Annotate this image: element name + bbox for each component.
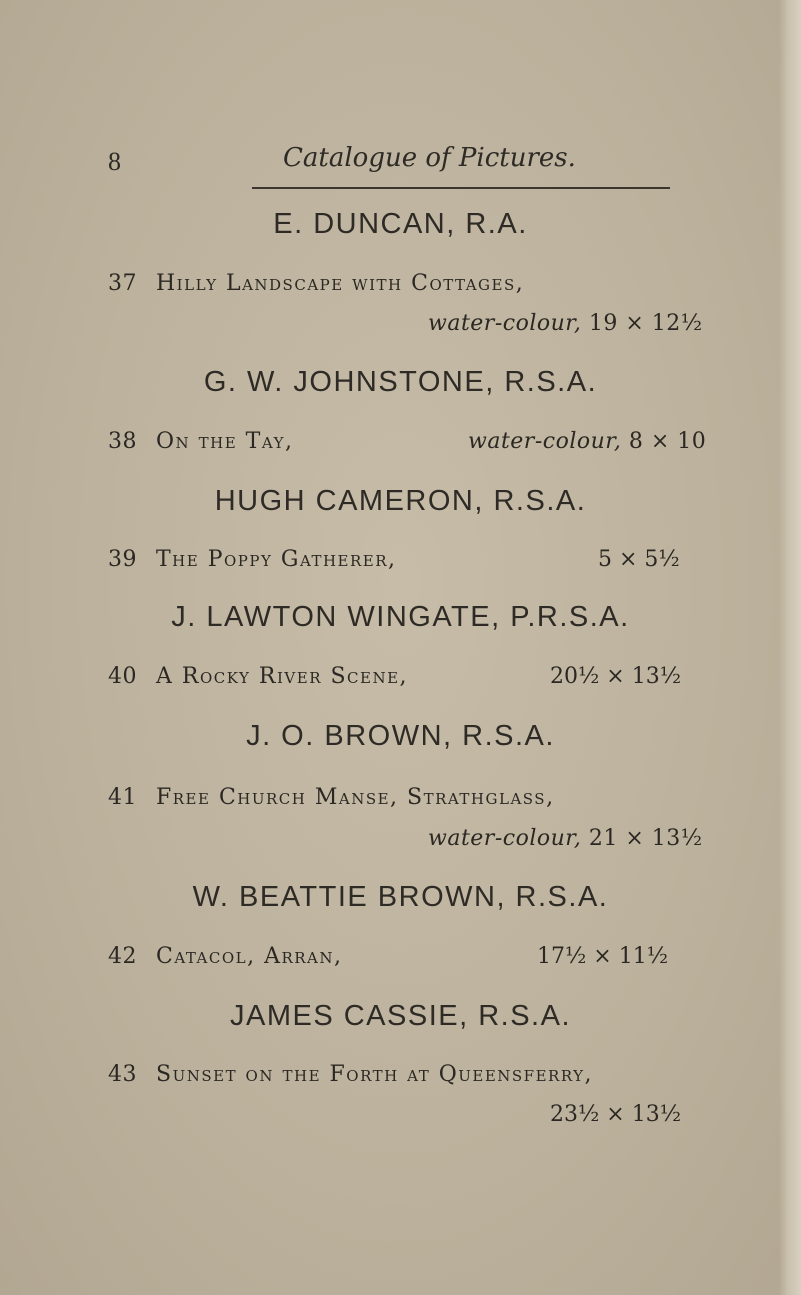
catalogue-entry: [108, 785, 555, 810]
entry-dimensions: 19 × 12½: [588, 311, 703, 336]
entry-medium: water-colour,: [428, 826, 582, 851]
catalogue-entry: [108, 664, 408, 689]
catalogue-entry: [108, 429, 293, 454]
entry-title: Catacol, Arran,: [156, 944, 343, 969]
entry-details: [428, 826, 703, 851]
entry-number: 42: [108, 944, 137, 969]
entry-dimensions: 5 × 5½: [598, 547, 680, 572]
entry-details: [428, 311, 703, 336]
catalogue-entry: [108, 271, 524, 296]
entry-title: Free Church Manse, Strathglass,: [156, 785, 555, 810]
artist-heading: J. O. BROWN, R.S.A.: [246, 720, 555, 752]
entry-medium: water-colour,: [428, 311, 582, 336]
catalogue-entry: [108, 944, 343, 969]
artist-heading: JAMES CASSIE, R.S.A.: [229, 1000, 572, 1032]
entry-dimensions: 23½ × 13½: [550, 1102, 682, 1127]
entry-number: 39: [108, 547, 137, 572]
catalogue-entry: [108, 1062, 593, 1087]
entry-number: 41: [108, 785, 137, 810]
entry-dimensions: 20½ × 13½: [550, 664, 682, 689]
artist-heading: J. LAWTON WINGATE, P.R.S.A.: [171, 601, 630, 633]
entry-title: Sunset on the Forth at Queensferry,: [156, 1062, 594, 1087]
running-head: Catalogue of Pictures.: [283, 143, 576, 173]
entry-title: Hilly Landscape with Cottages,: [156, 271, 525, 296]
entry-dimensions: 8 × 10: [628, 429, 707, 454]
entry-dimensions: 21 × 13½: [588, 826, 703, 851]
artist-heading: G. W. JOHNSTONE, R.S.A.: [203, 366, 598, 398]
artist-heading: W. BEATTIE BROWN, R.S.A.: [192, 881, 609, 913]
catalogue-entry: [108, 547, 397, 572]
page-number: 8: [108, 147, 121, 176]
entry-title: The Poppy Gatherer,: [156, 547, 397, 572]
entry-number: 38: [108, 429, 137, 454]
header-rule: [252, 187, 670, 189]
entry-title: A Rocky River Scene,: [156, 664, 409, 689]
entry-number: 40: [108, 664, 137, 689]
entry-details: [468, 429, 706, 454]
artist-heading: HUGH CAMERON, R.S.A.: [214, 485, 587, 517]
entry-number: 37: [108, 271, 137, 296]
entry-dimensions: 17½ × 11½: [537, 944, 669, 969]
page-edge: [779, 0, 801, 1295]
entry-medium: water-colour,: [468, 429, 622, 454]
entry-number: 43: [108, 1062, 137, 1087]
artist-heading: E. DUNCAN, R.A.: [273, 208, 528, 240]
entry-title: On the Tay,: [156, 429, 294, 454]
